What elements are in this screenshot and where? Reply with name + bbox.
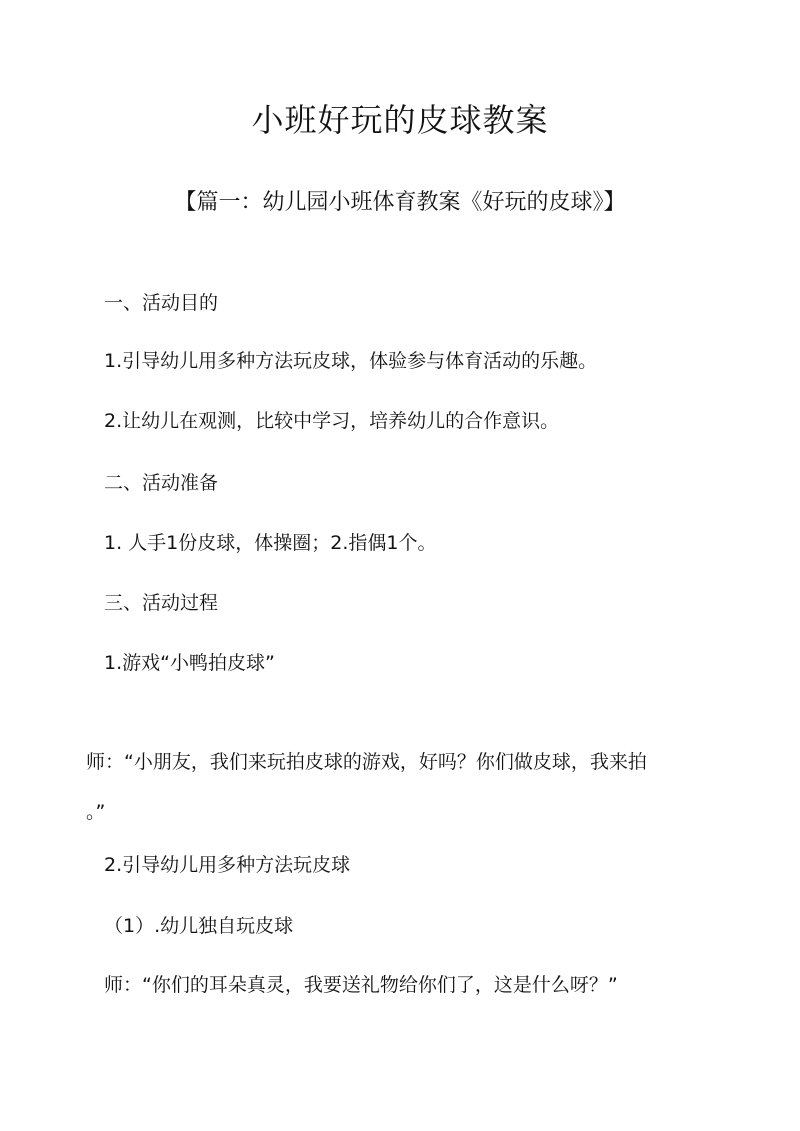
teacher-dialogue-1: 师：“小朋友，我们来玩拍皮球的游戏，好吗？你们做皮球，我来拍 [86, 751, 647, 773]
preparation-item: 1. 人手1份皮球，体操圈；2.指偶1个。 [104, 532, 437, 554]
document-title: 小班好玩的皮球教案 [251, 101, 549, 139]
section-heading-preparation: 二、活动准备 [104, 472, 219, 494]
section-heading-process: 三、活动过程 [104, 592, 219, 614]
section-heading-goals: 一、活动目的 [104, 292, 219, 314]
goal-item-2: 2.让幼儿在观测，比较中学习，培养幼儿的合作意识。 [104, 410, 560, 432]
process-substep-1: （1）.幼儿独自玩皮球 [104, 915, 294, 937]
process-step-1: 1.游戏“小鸭拍皮球” [104, 652, 275, 674]
process-step-2: 2.引导幼儿用多种方法玩皮球 [104, 854, 351, 876]
teacher-dialogue-2: 师：“你们的耳朵真灵，我要送礼物给你们了，这是什么呀？” [104, 974, 618, 996]
document-subtitle: 【篇一：幼儿园小班体育教案《好玩的皮球》】 [174, 190, 626, 215]
goal-item-1: 1.引导幼儿用多种方法玩皮球，体验参与体育活动的乐趣。 [104, 350, 598, 372]
teacher-dialogue-1-continued: 。” [86, 801, 106, 823]
